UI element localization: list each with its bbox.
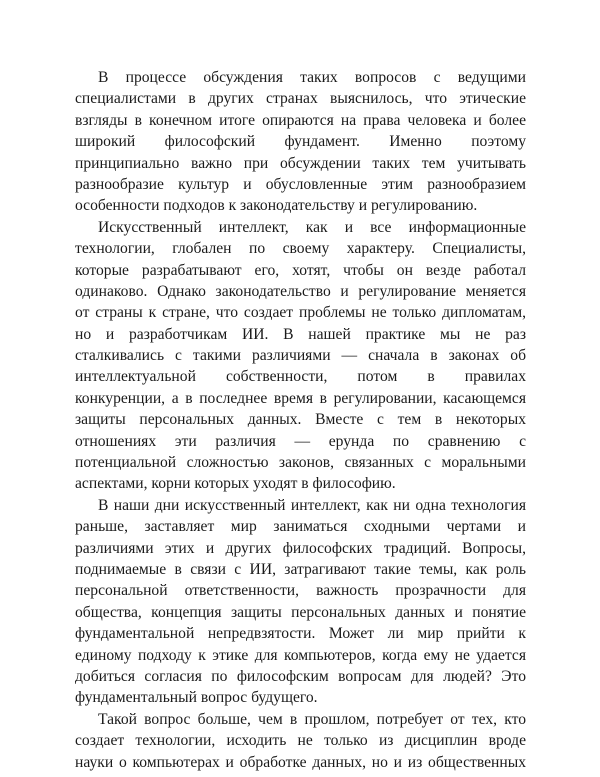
text-line: широкий философский фундамент. Именно поэтому bbox=[75, 133, 526, 151]
paragraph bbox=[75, 217, 526, 495]
text-line: разнообразие культур и обусловленные этим разнообразием bbox=[75, 175, 526, 193]
text-line: раньше, заставляет мир заниматься сходными чертами и bbox=[75, 518, 526, 536]
text-line: принципиально важно при обсуждении таких тем учитывать bbox=[75, 154, 526, 172]
text-line: но и разработчикам ИИ. В нашей практике мы не раз bbox=[75, 325, 526, 343]
text-line: В процессе обсуждения таких вопросов с ведущими bbox=[98, 69, 526, 86]
paragraph bbox=[75, 709, 526, 773]
text-line: общества, концепция защиты персональных данных и понятие bbox=[75, 603, 526, 621]
text-line: поднимаемые в связи с ИИ, затрагивают такие темы, как роль bbox=[75, 560, 526, 578]
text-line: добиться согласия по философским вопросам для людей? Это bbox=[75, 667, 526, 685]
text-line: персональной ответственности, важность прозрачности для bbox=[75, 582, 526, 600]
text-line: от страны к стране, что создает проблемы не только дипломатам, bbox=[75, 304, 526, 322]
text-line: которые разрабатывают его, хотят, чтобы он везде работал bbox=[75, 261, 526, 279]
text-line: конкуренции, а в последнее время в регулировании, касающемся bbox=[75, 389, 526, 407]
text-line: В наши дни искусственный интеллект, как ни одна технология bbox=[98, 496, 526, 514]
text-line: особенности подходов к законодательству и регулированию. bbox=[75, 197, 478, 215]
text-line: фундаментальной непредвзятости. Может ли мир прийти к bbox=[75, 625, 526, 643]
text-line: создает технологии, исходить не только из дисциплин вроде bbox=[75, 732, 526, 750]
text-line: науки о компьютерах и обработке данных, но и из общественных bbox=[75, 753, 526, 771]
paragraph bbox=[75, 67, 526, 217]
document-page bbox=[75, 67, 526, 773]
text-line: интеллектуальной собственности, потом в правилах bbox=[75, 368, 526, 386]
text-line: фундаментальный вопрос будущего. bbox=[75, 689, 318, 707]
text-line: сталкивались с такими различиями — сначала в законах об bbox=[75, 347, 526, 365]
text-line: Такой вопрос больше, чем в прошлом, потребует от тех, кто bbox=[98, 710, 526, 728]
text-line: различиями этих и других философских традиций. Вопросы, bbox=[75, 539, 526, 557]
text-line: одинаково. Однако законодательство и регулирование меняется bbox=[75, 282, 526, 300]
text-line: потенциальной сложностью законов, связанных с моральными bbox=[75, 454, 526, 472]
text-line: Искусственный интеллект, как и все информационные bbox=[98, 218, 526, 236]
text-line: специалистами в других странах выяснилось, что этические bbox=[75, 90, 526, 108]
text-line: единому подходу к этике для компьютеров, когда ему не удается bbox=[75, 646, 526, 664]
text-line: отношениях эти различия — ерунда по сравнению с bbox=[75, 432, 526, 450]
text-line: аспектами, корни которых уходят в философию. bbox=[75, 475, 396, 493]
text-line: технологии, глобален по своему характеру. Специалисты, bbox=[75, 240, 526, 258]
text-line: взгляды в конечном итоге опираются на права человека и более bbox=[75, 111, 526, 129]
paragraph bbox=[75, 495, 526, 709]
text-line: защиты персональных данных. Вместе с тем в некоторых bbox=[75, 411, 526, 429]
